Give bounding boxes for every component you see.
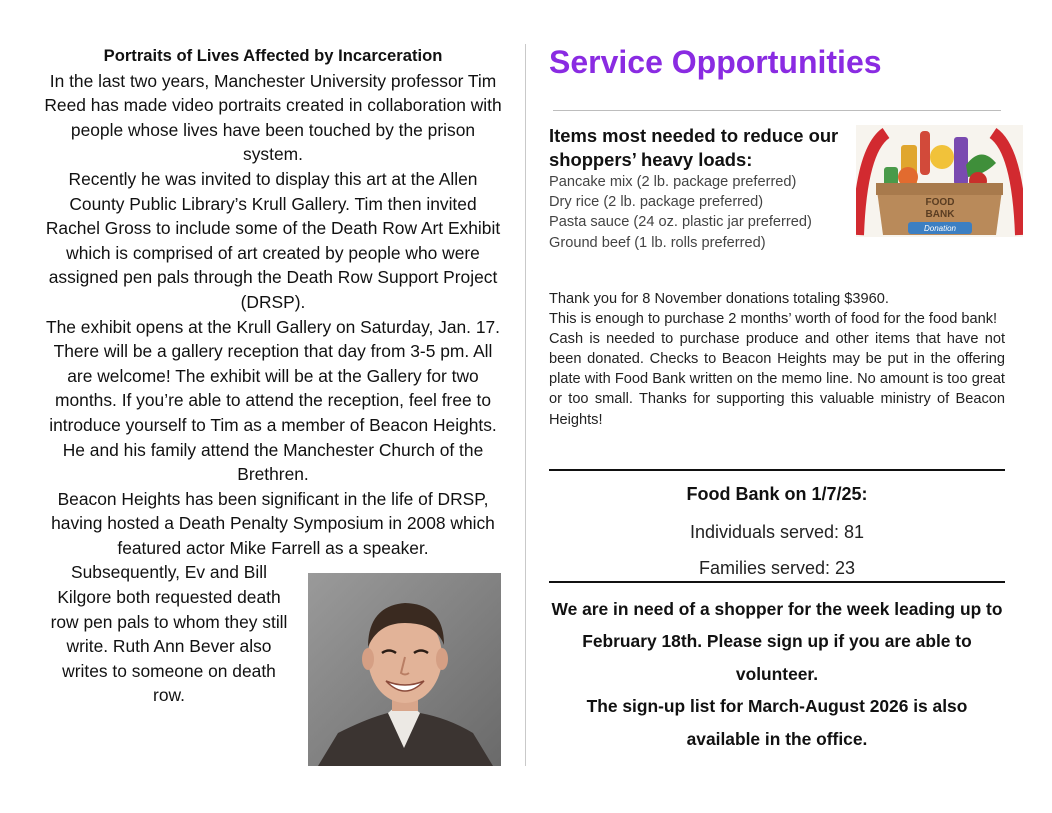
article-paragraph: Subsequently, Ev and Bill Kilgore both requested death row pen pals to whom they still write. Ruth Ann Bever also writes to someone on death row. [50,562,288,706]
thanks-line: Cash is needed to purchase produce and other items that have not been donated. Checks to Beacon Heights may be put in the offering plate with Food Bank written on the memo line. No amount is too great or too small. Thanks for supporting this valuable ministry of Beacon Heights! [549,331,1005,428]
section-divider [549,469,1005,471]
box-label: FOOD [925,197,955,208]
food-bank-donation-image [856,125,1023,237]
needed-items [549,124,849,253]
donation-banner: Donation [923,224,957,233]
box-label: BANK [925,209,955,220]
portraits-article [44,44,502,760]
portrait-photo [308,573,501,766]
items-heading: Items most needed to reduce our shoppers’ heavy loads: [549,125,839,170]
article-paragraph: The exhibit opens at the Krull Gallery on Saturday, Jan. 17. There will be a gallery reception that day from 3-5 pm. All are welcome! The exhibit will be at the Gallery for two months. If you’re able to attend the reception, feel free to introduce yourself to Tim as a member of Beacon Heights. He and his family attend the Manchester Church of the Brethren. [45,316,501,485]
items-list [549,172,849,253]
list-item: Dry rice (2 lb. package preferred) [549,194,764,211]
article-paragraph: Beacon Heights has been significant in the life of DRSP, having hosted a Death Penalty Symposium in 2008 which featured actor Mike Farrell as a speaker. [51,488,495,558]
individuals-served: Individuals served: 81 [689,522,865,542]
column-divider [525,44,526,766]
section-divider [549,581,1005,583]
list-item: Ground beef (1 lb. rolls preferred) [549,234,766,251]
section-title: Service Opportunities [549,44,882,80]
list-item: Pancake mix (2 lb. package preferred) [549,174,797,190]
families-served: Families served: 23 [698,558,856,578]
thanks-line: This is enough to purchase 2 months’ worth of food for the food bank! [549,311,998,328]
portrait-block [44,560,502,760]
food-bank-stats-title: Food Bank on 1/7/25: [686,484,868,504]
article-paragraph: Recently he was invited to display this art at the Allen County Public Library’s Krull Gallery. Tim then invited Rachel Gross to include some of the Death Row Art Exhibit which is comprised of art created by people who were assigned pen pals through the Death Row Support Project (DRSP). [45,168,501,312]
donation-thanks [549,289,1005,430]
list-item: Pasta sauce (24 oz. plastic jar preferred) [549,214,812,231]
request-line: The sign-up list for March-August 2026 is also available in the office. [586,696,968,749]
title-divider [553,110,1001,111]
request-line: We are in need of a shopper for the week leading up to February 18th. Please sign up if you are able to volunteer. [551,599,1003,684]
thanks-line: Thank you for 8 November donations totaling $3960. [549,291,889,307]
article-title: Portraits of Lives Affected by Incarceration [103,46,443,65]
article-paragraph: In the last two years, Manchester University professor Tim Reed has made video portraits created in collaboration with people whose lives have been touched by the prison system. [44,70,502,165]
shopper-request [549,593,1005,755]
